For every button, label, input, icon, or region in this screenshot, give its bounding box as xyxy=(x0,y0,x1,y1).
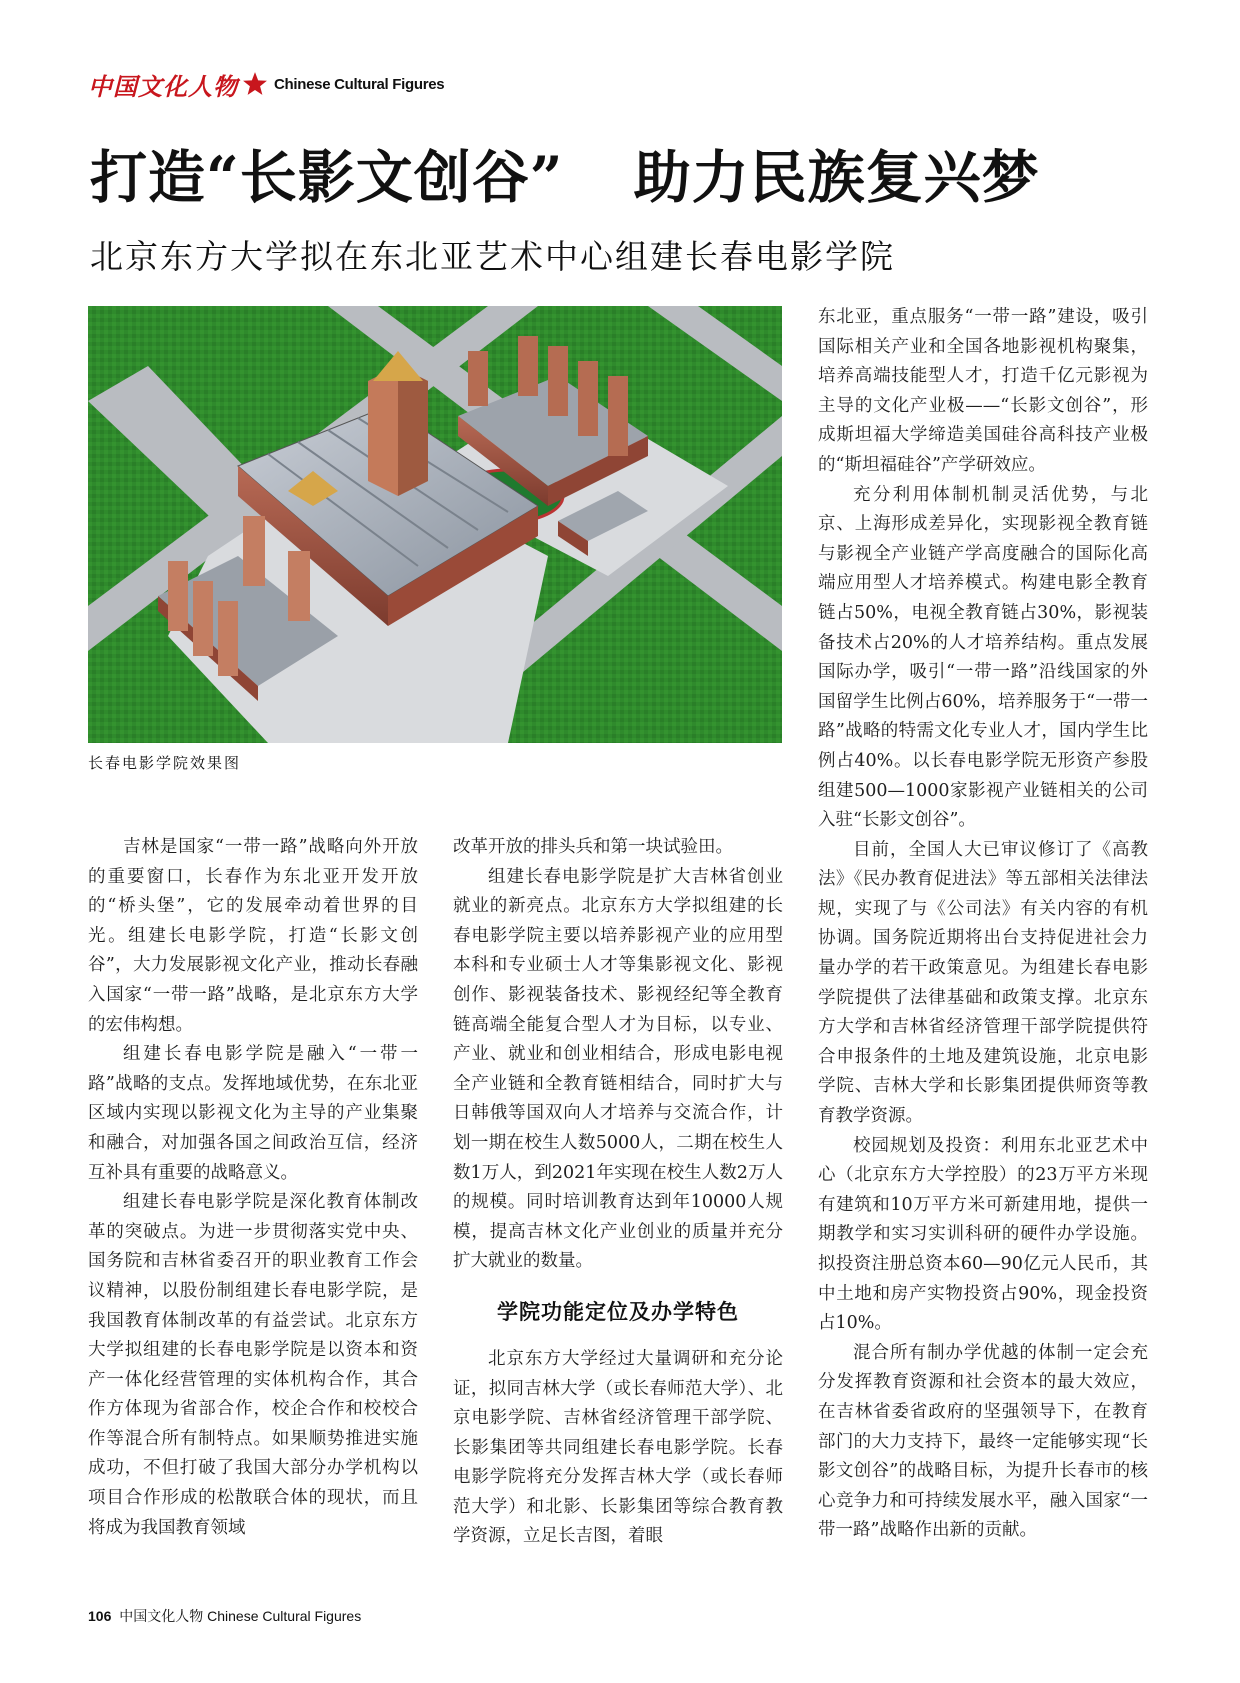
title-part-1: 打造“长影文创谷” xyxy=(90,144,564,211)
figure-caption: 长春电影学院效果图 xyxy=(88,754,242,772)
paragraph: 组建长春电影学院是融入“一带一路”战略的支点。发挥地域优势，在东北亚区域内实现以影视文化为主导的产业集聚和融合，对加强各国之间政治互信，经济互补具有重要的战略意义。 xyxy=(88,1044,418,1183)
paragraph: 目前，全国人大已审议修订了《高教法》《民办教育促进法》等五部相关法律法规，实现了与《公司法》有关内容的有机协调。国务院近期将出台支持促进社会力量办学的若干政策意见。为组建长春电影学院提供了法律基础和政策支撑。北京东方大学和吉林省经济管理干部学院提供符合申报条件的土地及建筑设施，北京电影学院、吉林大学和长影集团提供师资等教育教学资源。 xyxy=(818,839,1148,1127)
star-icon xyxy=(242,71,268,97)
article-column-1 xyxy=(88,833,418,1543)
article-title xyxy=(90,138,1150,218)
footer-publication: 中国文化人物 Chinese Cultural Figures xyxy=(119,1608,362,1624)
paragraph: 混合所有制办学优越的体制一定会充分发挥教育资源和社会资本的最大效应，在吉林省委省政府的坚强领导下，在教育部门的大力支持下，最终一定能够实现“长影文创谷”的战略目标，为提升长春市的核心竞争力和可持续发展水平，融入国家“一带一路”战略作出新的贡献。 xyxy=(818,1342,1148,1541)
title-part-2: 助力民族复兴梦 xyxy=(633,144,1040,211)
paragraph: 吉林是国家“一带一路”战略向外开放的重要窗口，长春作为东北亚开发开放的“桥头堡”，它的发展牵动着世界的目光。组建长电影学院，打造“长影文创谷”，大力发展影视文化产业，推动长春融入国家“一带一路”战略，是北京东方大学的宏伟构想。 xyxy=(88,837,418,1035)
page-footer xyxy=(88,1606,361,1626)
campus-rendering-image xyxy=(88,306,782,743)
paragraph-continuation: 东北亚，重点服务“一带一路”建设，吸引国际相关产业和全国各地影视机构聚集，培养高端技能型人才，打造千亿元影视为主导的文化产业极——“长影文创谷”，形成斯坦福大学缔造美国硅谷高科技产业极的“斯坦福硅谷”产学研效应。 xyxy=(818,307,1148,475)
paragraph: 校园规划及投资：利用东北亚艺术中心（北京东方大学控股）的23万平方米现有建筑和10万平方米可新建用地，提供一期教学和实习实训科研的硬件办学设施。拟投资注册总资本60—90亿元人民币，其中土地和房产实物投资占90%，现金投资占10%。 xyxy=(818,1135,1148,1334)
section-heading: 学院功能定位及办学特色 xyxy=(497,1299,739,1324)
article-column-3 xyxy=(818,303,1148,1546)
magazine-brand xyxy=(88,70,445,101)
brand-chinese-name: 中国文化人物 xyxy=(88,71,238,101)
article-column-2 xyxy=(453,833,783,1552)
page-number: 106 xyxy=(88,1608,112,1624)
paragraph: 北京东方大学经过大量调研和充分论证，拟同吉林大学（或长春师范大学）、北京电影学院、吉林省经济管理干部学院、长影集团等共同组建长春电影学院。长春电影学院将充分发挥吉林大学（或长春师范大学）和北影、长影集团等综合教育教学资源，立足长吉图，着眼 xyxy=(453,1348,783,1547)
brand-english-name: Chinese Cultural Figures xyxy=(274,75,445,93)
paragraph: 组建长春电影学院是扩大吉林省创业就业的新亮点。北京东方大学拟组建的长春电影学院主要以培养影视产业的应用型本科和专业硕士人才等集影视文化、影视创作、影视装备技术、影视经纪等全教育链高端全能复合型人才为目标，以专业、产业、就业和创业相结合，形成电影电视全产业链和全教育链相结合，同时扩大与日韩俄等国双向人才培养与交流合作，计划一期在校生人数5000人，二期在校生人数1万人，到2021年实现在校生人数2万人的规模。同时培训教育达到年10000人规模，提高吉林文化产业创业的质量并充分扩大就业的数量。 xyxy=(453,866,783,1272)
paragraph-continuation: 改革开放的排头兵和第一块试验田。 xyxy=(453,837,733,857)
article-subtitle: 北京东方大学拟在东北亚艺术中心组建长春电影学院 xyxy=(90,237,895,276)
paragraph: 充分利用体制机制灵活优势，与北京、上海形成差异化，实现影视全教育链与影视全产业链产学高度融合的国际化高端应用型人才培养模式。构建电影全教育链占50%，电视全教育链占30%，影视装备技术占20%的人才培养结构。重点发展国际办学，吸引“一带一路”沿线国家的外国留学生比例占60%，培养服务于“一带一路”战略的特需文化专业人才，国内学生比例占40%。以长春电影学院无形资产参股组建500—1000家影视产业链相关的公司入驻“长影文创谷”。 xyxy=(818,484,1148,831)
paragraph: 组建长春电影学院是深化教育体制改革的突破点。为进一步贯彻落实党中央、国务院和吉林省委召开的职业教育工作会议精神，以股份制组建长春电影学院，是我国教育体制改革的有益尝试。北京东方大学拟组建的长春电影学院是以资本和资产一体化经营管理的实体机构合作，其合作方体现为省部合作，校企合作和校校合作等混合所有制特点。如果顺势推进实施成功，不但打破了我国大部分办学机构以项目合作形成的松散联合体的现状，而且将成为我国教育领域 xyxy=(88,1192,418,1538)
